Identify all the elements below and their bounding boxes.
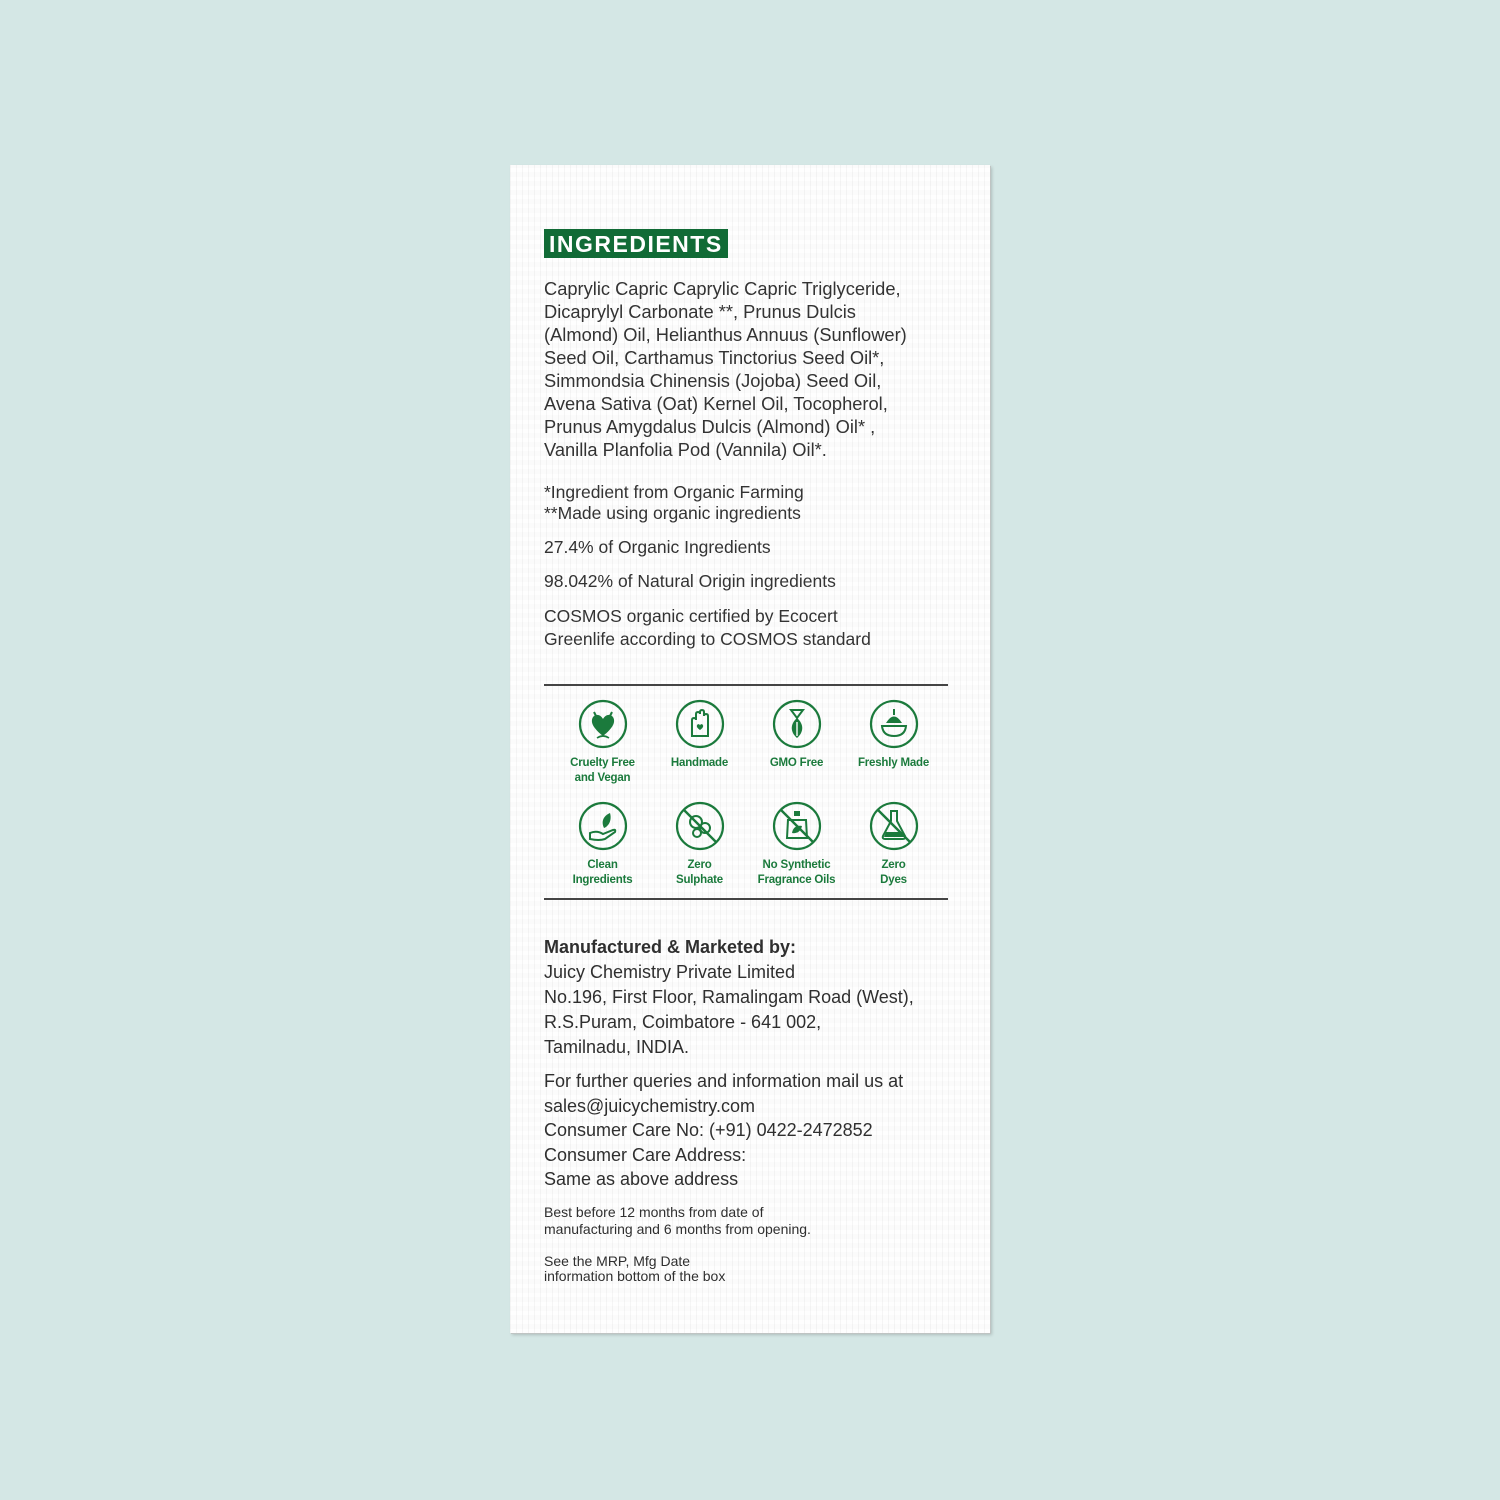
gmo-free-icon	[771, 698, 823, 750]
ingredients-heading: INGREDIENTS	[544, 229, 728, 258]
badge-freshly-made: Freshly Made	[845, 698, 942, 800]
divider-top	[544, 684, 948, 686]
best-before-note: Best before 12 months from date of manufacturing and 6 months from opening.	[544, 1203, 811, 1237]
clean-ingredients-icon	[577, 800, 629, 852]
divider-bottom	[544, 898, 948, 900]
manufacturer-section	[544, 935, 984, 1285]
consumer-care-number: Consumer Care No: (+91) 0422-2472852	[544, 1120, 873, 1140]
mrp-note: See the MRP, Mfg Date information bottom of the box	[544, 1252, 726, 1284]
cosmos-certification: COSMOS organic certified by Ecocert Greenlife according to COSMOS standard	[544, 606, 871, 649]
badge-clean-ingredients: Clean Ingredients	[554, 800, 651, 902]
badge-cruelty-free: Cruelty Free and Vegan	[554, 698, 651, 800]
handmade-icon	[674, 698, 726, 750]
badge-zero-dyes: Zero Dyes	[845, 800, 942, 902]
badge-zero-sulphate: Zero Sulphate	[651, 800, 748, 902]
manufacturer-address-line: R.S.Puram, Coimbatore - 641 002,	[544, 1012, 822, 1032]
product-box-panel	[510, 165, 990, 1333]
contact-info: For further queries and information mail us at sales@juicychemistry.com Consumer Care No: (+91) 0422-2472852 Consumer Care Address: Same as above address	[544, 1069, 984, 1192]
no-synthetic-fragrance-icon	[771, 800, 823, 852]
manufacturer-title: Manufactured & Marketed by:	[544, 937, 797, 957]
badge-handmade: Handmade	[651, 698, 748, 800]
email-address: sales@juicychemistry.com	[544, 1095, 755, 1116]
cruelty-free-icon	[577, 698, 629, 750]
manufacturer-address-line: Tamilnadu, INDIA.	[544, 1037, 690, 1057]
freshly-made-icon	[868, 698, 920, 750]
natural-percentage: 98.042% of Natural Origin ingredients	[544, 571, 836, 591]
badge-gmo-free: GMO Free	[748, 698, 845, 800]
ingredient-notes: *Ingredient from Organic Farming **Made using organic ingredients	[544, 482, 804, 523]
ingredients-list: Caprylic Capric Caprylic Capric Triglyceride, Dicaprylyl Carbonate **, Prunus Dulcis (Almond) Oil, Helianthus Annuus (Sunflower) Seed Oil, Carthamus Tinctorius Seed Oil*, Simmondsia Chinensis (Jojoba) Seed Oil, Avena Sativa (Oat) Kernel Oil, Tocopherol, Prunus Amygdalus Dulcis (Almond) Oil* , Vanilla Planfolia Pod (Vannila) Oil*.	[544, 278, 907, 460]
manufacturer-address-line: No.196, First Floor, Ramalingam Road (West),	[544, 987, 914, 1007]
feature-badges	[554, 698, 944, 902]
manufacturer-address-line: Juicy Chemistry Private Limited	[544, 962, 796, 982]
zero-sulphate-icon	[674, 800, 726, 852]
ingredients-section	[544, 229, 964, 651]
organic-percentage: 27.4% of Organic Ingredients	[544, 537, 771, 557]
zero-dyes-icon	[868, 800, 920, 852]
badge-no-synthetic-fragrance: No Synthetic Fragrance Oils	[748, 800, 845, 902]
